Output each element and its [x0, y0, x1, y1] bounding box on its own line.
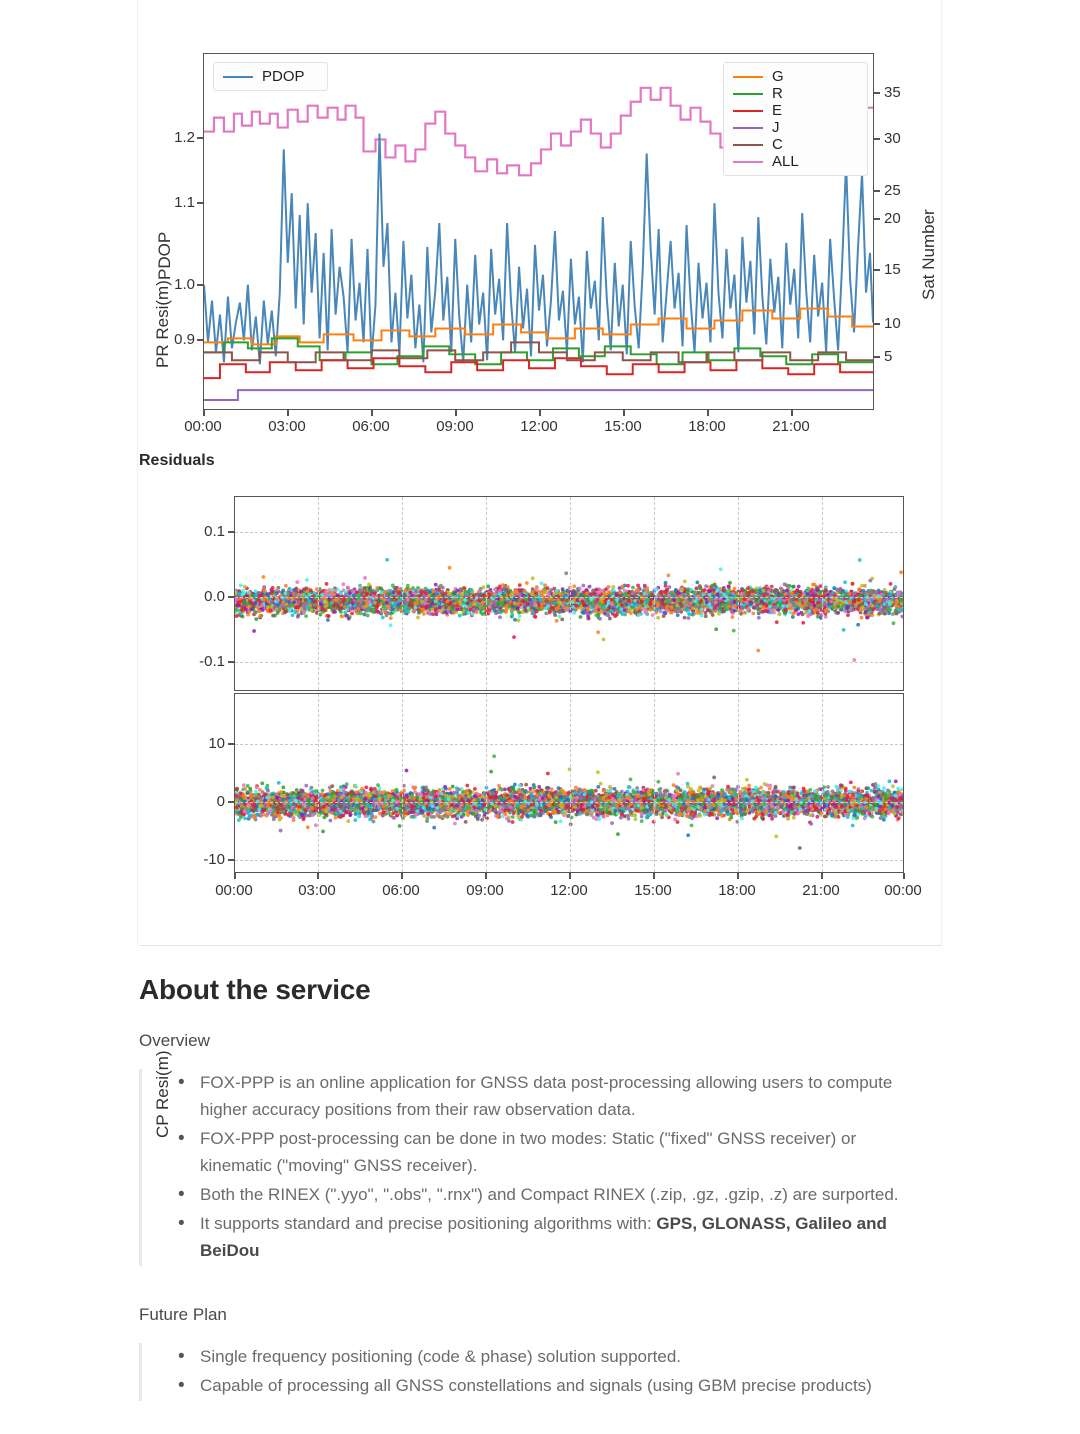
sat-ytick-35: 35 [884, 84, 901, 101]
overview-list [139, 1069, 929, 1266]
cp-gridline-v5 [654, 497, 655, 690]
sat-ytick-30: 30 [884, 130, 901, 147]
list-item-text: It supports standard and precise positioning algorithms with: [200, 1214, 657, 1233]
cp-gridline-2 [235, 662, 903, 663]
legend-line-c [733, 144, 763, 146]
pr-gridline-v4 [570, 694, 571, 872]
legend-entry-pdop [223, 68, 318, 85]
legend-entry-e [733, 102, 858, 119]
pdop-xtick-3: 09:00 [436, 418, 474, 435]
resid-xtickmark-7 [821, 873, 823, 879]
resid-xtickmark-8 [903, 873, 905, 879]
pr-gridline-2 [235, 860, 903, 861]
pdop-xtick-2: 06:00 [352, 418, 390, 435]
pdop-plot-area [203, 53, 874, 410]
pdop-xtick-6: 18:00 [688, 418, 726, 435]
sat-ytick-20: 20 [884, 210, 901, 227]
future-plan-label: Future Plan [139, 1305, 227, 1324]
list-item [200, 1210, 929, 1264]
pr-ytickmark-1 [228, 801, 234, 803]
pdop-ytickmark-0 [197, 339, 203, 341]
pdop-ytick-0: 0.9 [174, 331, 195, 348]
pdop-xtickmark-3 [455, 410, 457, 416]
resid-xtick-0: 00:00 [215, 882, 253, 899]
legend-label-e: E [772, 102, 783, 119]
resid-xtickmark-3 [485, 873, 487, 879]
pdop-xtickmark-6 [707, 410, 709, 416]
pdop-legend[interactable] [213, 62, 328, 91]
legend-line-pdop [223, 76, 253, 78]
cp-ytickmark-1 [228, 596, 234, 598]
cp-gridline-v6 [738, 497, 739, 690]
pr-gridline-v6 [738, 694, 739, 872]
overview-label: Overview [139, 1031, 210, 1050]
resid-xtick-4: 12:00 [550, 882, 588, 899]
legend-line-all [733, 161, 763, 163]
pdop-chart [137, 20, 941, 435]
legend-entry-j [733, 119, 858, 136]
pr-gridline-v2 [402, 694, 403, 872]
satnumber-y-axis-label: Sat Number [919, 209, 938, 300]
resid-xtickmark-4 [569, 873, 571, 879]
cp-ytickmark-2 [228, 531, 234, 533]
pr-gridline-v5 [654, 694, 655, 872]
list-item: • Both the RINEX (".yyo", ".obs", ".rnx") and Compact RINEX (.zip, .gz, .gzip, .z) are surported. [200, 1181, 929, 1208]
resid-xtick-2: 06:00 [382, 882, 420, 899]
legend-entry-r [733, 85, 858, 102]
pdop-xtickmark-5 [623, 410, 625, 416]
pr-gridline-v1 [318, 694, 319, 872]
legend-entry-all [733, 153, 858, 170]
page-title: About the service [139, 974, 371, 1005]
pr-ytick-1: 0 [216, 793, 225, 810]
resid-xtickmark-5 [653, 873, 655, 879]
pr-ytick-2: 10 [208, 735, 225, 752]
pr-gridline-v3 [486, 694, 487, 872]
satellite-legend[interactable] [723, 62, 868, 176]
sat-ytickmark-15 [874, 269, 880, 271]
pr-resi-scatter-svg [235, 694, 903, 872]
pdop-xtickmark-1 [287, 410, 289, 416]
pdop-y-axis-label: PDOP [155, 231, 174, 280]
pdop-xtickmark-7 [791, 410, 793, 416]
resid-xtickmark-2 [401, 873, 403, 879]
sat-ytickmark-10 [874, 323, 880, 325]
cp-gridline-v1 [318, 497, 319, 690]
resid-xtick-3: 09:00 [466, 882, 504, 899]
right-edge-guide [941, 0, 942, 945]
cp-ytick-0: -0.1 [199, 653, 225, 670]
sat-ytickmark-35 [874, 92, 880, 94]
legend-label-all: ALL [772, 153, 799, 170]
sat-ytick-10: 10 [884, 315, 901, 332]
pdop-xtickmark-2 [371, 410, 373, 416]
residuals-heading: Residuals [139, 452, 215, 469]
legend-line-r [733, 93, 763, 95]
sat-ytick-15: 15 [884, 261, 901, 278]
cp-gridline-0 [235, 532, 903, 533]
pr-gridline-1 [235, 802, 903, 803]
pr-gridline-0 [235, 744, 903, 745]
sat-ytickmark-20 [874, 218, 880, 220]
list-item-emphasis: GPS, GLONASS, Galileo and BeiDou [200, 1214, 887, 1260]
cp-gridline-v3 [486, 497, 487, 690]
pdop-ytick-1: 1.0 [174, 276, 195, 293]
sat-ytick-25: 25 [884, 182, 901, 199]
resid-xtick-1: 03:00 [298, 882, 336, 899]
pr-resi-y-axis-label: PR Resi(m) [153, 280, 172, 368]
legend-entry-g [733, 68, 858, 85]
legend-line-j [733, 127, 763, 129]
cp-gridline-v7 [822, 497, 823, 690]
legend-label-c: C [772, 136, 783, 153]
pr-ytickmark-0 [228, 859, 234, 861]
pdop-ytickmark-2 [197, 202, 203, 204]
list-item: • Single frequency positioning (code & phase) solution supported. [200, 1343, 929, 1370]
resid-xtickmark-0 [234, 873, 236, 879]
list-item: • FOX-PPP is an online application for GNSS data post-processing allowing users to compute higher accuracy positions from their raw observation data. [200, 1069, 929, 1123]
sat-ytickmark-30 [874, 138, 880, 140]
legend-label-g: G [772, 68, 784, 85]
list-item: • FOX-PPP post-processing can be done in two modes: Static ("fixed" GNSS receiver) or kinematic ("moving" GNSS receiver). [200, 1125, 929, 1179]
legend-label-pdop: PDOP [262, 68, 305, 85]
pr-gridline-v7 [822, 694, 823, 872]
pdop-xtick-1: 03:00 [268, 418, 306, 435]
future-plan-list [139, 1343, 929, 1401]
sat-ytickmark-5 [874, 356, 880, 358]
cp-ytick-1: 0.0 [204, 588, 225, 605]
pdop-xtick-4: 12:00 [520, 418, 558, 435]
list-item: • Capable of processing all GNSS constellations and signals (using GBM precise products) [200, 1372, 929, 1399]
resid-xtick-5: 15:00 [634, 882, 672, 899]
pdop-ytick-2: 1.1 [174, 194, 195, 211]
content-divider [139, 945, 942, 946]
legend-label-r: R [772, 85, 783, 102]
resid-xtick-8: 00:00 [884, 882, 922, 899]
pdop-ytickmark-3 [197, 137, 203, 139]
resid-xtickmark-1 [317, 873, 319, 879]
legend-label-j: J [772, 119, 780, 136]
legend-line-g [733, 76, 763, 78]
cp-resi-y-axis-label: CP Resi(m) [153, 1050, 172, 1138]
pr-ytickmark-2 [228, 743, 234, 745]
cp-ytickmark-0 [228, 661, 234, 663]
pdop-xtick-7: 21:00 [772, 418, 810, 435]
pdop-xtick-0: 00:00 [184, 418, 222, 435]
cp-resi-plot-area [234, 496, 904, 691]
resid-xtickmark-6 [737, 873, 739, 879]
legend-line-e [733, 110, 763, 112]
pdop-ytick-3: 1.2 [174, 129, 195, 146]
pdop-xtickmark-4 [539, 410, 541, 416]
pdop-xtick-5: 15:00 [604, 418, 642, 435]
pr-ytick-0: -10 [203, 851, 225, 868]
cp-gridline-v2 [402, 497, 403, 690]
resid-xtick-6: 18:00 [718, 882, 756, 899]
resid-xtick-7: 21:00 [802, 882, 840, 899]
pr-resi-plot-area [234, 693, 904, 873]
cp-gridline-v4 [570, 497, 571, 690]
pdop-xtickmark-0 [203, 410, 205, 416]
cp-ytick-2: 0.1 [204, 523, 225, 540]
cp-gridline-1 [235, 597, 903, 598]
legend-entry-c [733, 136, 858, 153]
sat-ytick-5: 5 [884, 348, 893, 365]
sat-ytickmark-25 [874, 190, 880, 192]
pdop-ytickmark-1 [197, 284, 203, 286]
